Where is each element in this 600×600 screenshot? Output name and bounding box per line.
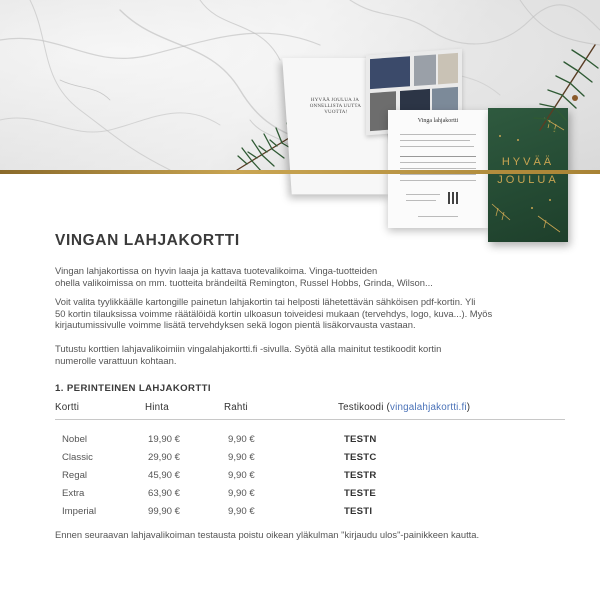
cell-testikoodi: TESTN [344,434,377,445]
hero-banner [0,0,600,186]
paren-open: ( [386,402,390,413]
cell-hinta: 29,90 € [148,452,181,463]
cell-rahti: 9,90 € [228,434,255,445]
cell-hinta: 99,90 € [148,506,181,517]
cell-testikoodi: TESTC [344,452,377,463]
cell-hinta: 19,90 € [148,434,181,445]
cover-line: VUOTTA! [324,110,348,116]
cell-kortti: Extra [62,488,85,499]
text-line: 50 kortin tilauksissa voimme räätälöidä kortin ulkoasun toiveidesi mukaan (tervehdys, logo, kuva...). Myös [55,307,493,319]
brochure-cover-text [303,98,368,116]
testikoodi-label: Testikoodi [338,402,384,413]
text-line: kirjautumissivulle voimme lisätä tervehdyksen sekä logon pientä lisäkorvausta vastaan. [55,319,416,331]
intro-paragraph-3 [55,343,555,366]
column-header-rahti: Rahti [224,402,248,413]
cell-hinta: 63,90 € [148,488,181,499]
cell-hinta: 45,90 € [148,470,181,481]
paren-close: ) [466,402,471,413]
product-photo [414,54,436,86]
cell-testikoodi: TESTE [344,488,376,499]
cell-kortti: Classic [62,452,93,463]
inner-page-title: Vinga lahjakortti [417,118,459,124]
table-header-rule [55,419,565,420]
page-title: VINGAN LAHJAKORTTI [55,232,240,249]
text-line: Vingan lahjakortissa on hyvin laaja ja kattava tuotevalikoima. Vinga-tuotteiden [55,265,378,276]
card-greeting-line1: HYVÄÄ [501,156,555,168]
section-heading: 1. PERINTEINEN LAHJAKORTTI [55,383,211,394]
logout-note: Ennen seuraavan lahjavalikoiman testausta poistu oikean yläkulman "kirjaudu ulos"-painikkeen kautta. [55,529,480,540]
cover-line: ONNELLISTA UUTTA [309,104,362,110]
cell-kortti: Nobel [62,434,88,445]
pine-cone-icon [572,95,578,101]
cell-kortti: Regal [62,470,88,481]
cell-kortti: Imperial [62,506,97,517]
intro-paragraph-2 [55,296,555,331]
column-header-hinta: Hinta [145,402,169,413]
brochure-inner-page [388,110,488,228]
column-header-kortti: Kortti [55,402,80,413]
cell-rahti: 9,90 € [228,470,255,481]
text-line: ohella valikoimissa on mm. tuotteita brändeiltä Remington, Russel Hobbs, Grinda, Wilson... [55,276,433,288]
column-header-testikoodi [338,402,470,413]
card-greeting-line2: JOULUA [497,174,559,186]
pine-branch-right [520,40,600,140]
cell-rahti: 9,90 € [228,452,255,463]
cell-rahti: 9,90 € [228,506,255,517]
cell-testikoodi: TESTI [344,506,373,517]
qr-code-icon [448,192,460,204]
vingalahjakortti-link[interactable]: vingalahjakortti.fi [389,402,467,413]
product-photo [370,56,410,89]
text-line: numerolle varattuun kohtaan. [55,354,177,366]
product-photo [438,53,458,84]
cover-line: HYVÄÄ JOULUA JA [310,98,360,104]
intro-paragraph-1 [55,265,555,288]
gold-divider [0,170,600,174]
cell-rahti: 9,90 € [228,488,255,499]
cell-testikoodi: TESTR [344,470,377,481]
text-line: Tutustu korttien lahjavalikoimiin vingalahjakortti.fi -sivulla. Syötä alla mainitut testikoodit kortin [55,343,442,354]
text-line: Voit valita tyylikkäälle kartongille painetun lahjakortin tai helposti lähetettävän sähköisen pdf-kortin. Yli [55,296,476,307]
